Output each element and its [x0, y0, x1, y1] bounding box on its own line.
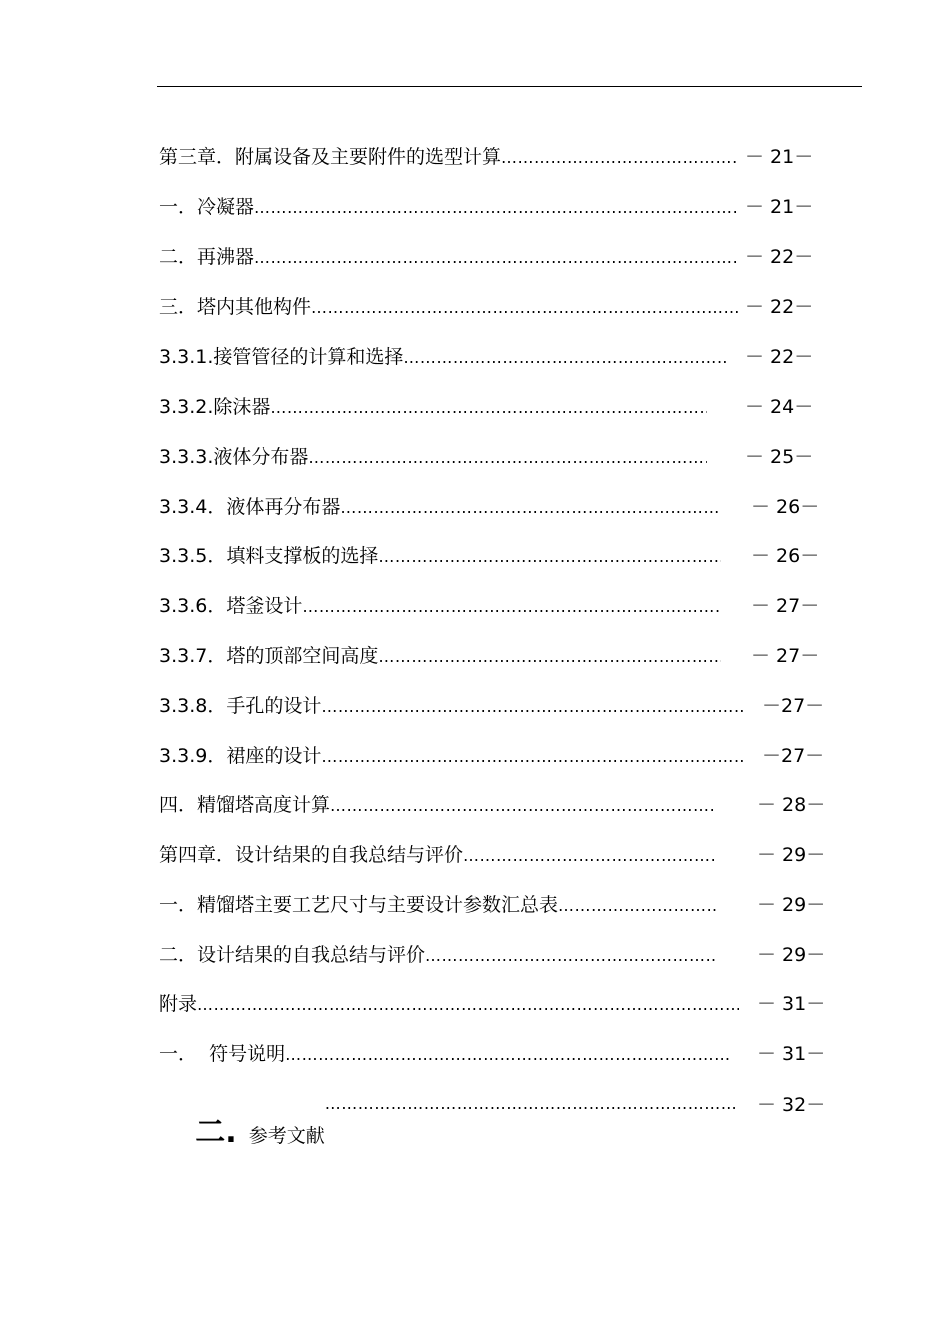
toc-leader-dots: [302, 592, 721, 622]
toc-entry-page: － 26－: [751, 496, 820, 518]
toc-entry[interactable]: [159, 741, 744, 771]
toc-entry-page: － 22－: [745, 296, 814, 318]
toc-entry-title-prefix: 3.3.9．裙: [159, 745, 246, 767]
toc-entry[interactable]: [159, 292, 739, 322]
toc-entry-page: － 29－: [757, 844, 826, 866]
toc-leader-dots: [501, 143, 739, 173]
toc-entry-title: 3.3.8．手孔的设计: [159, 695, 322, 717]
toc-entry[interactable]: [159, 442, 707, 472]
toc-leader-dots: [425, 941, 716, 971]
toc-entry-title: 3.3.4．液体再分布器: [159, 496, 341, 518]
toc-entry-title: 3.3.1.接管管径的计算和选择: [159, 346, 404, 368]
toc-leader-dots: [285, 1040, 729, 1070]
toc-leader-dots: [321, 692, 744, 722]
toc-entry[interactable]: [159, 840, 716, 870]
toc-entry-title: 3.3.3.液体分布器: [159, 446, 309, 468]
toc-entry[interactable]: [159, 790, 716, 820]
toc-entry-page: － 29－: [757, 894, 826, 916]
toc-entry[interactable]: [159, 1039, 729, 1069]
toc-entry-title: 二．再沸器: [159, 246, 255, 268]
toc-entry-title: 三．塔内其他构件: [159, 296, 312, 318]
toc-entry-title: [159, 741, 321, 771]
header-rule: [157, 86, 862, 87]
toc-entry-page: － 32－: [757, 1094, 826, 1116]
toc-entry[interactable]: [159, 890, 716, 920]
toc-leader-dots: [558, 891, 716, 921]
toc-entry[interactable]: [159, 392, 707, 422]
toc-entry-page: －27－: [762, 745, 825, 767]
toc-entry-page: － 31－: [757, 1043, 826, 1065]
toc-entry-page: － 27－: [751, 595, 820, 617]
toc-entry[interactable]: [159, 541, 721, 571]
toc-leader-dots: [378, 542, 721, 572]
toc-entry-page: － 22－: [745, 246, 814, 268]
toc-leader-dots: [270, 393, 707, 423]
toc-entry-page: － 22－: [745, 346, 814, 368]
toc-entry-page: － 27－: [751, 645, 820, 667]
toc-entry-page: －27－: [762, 695, 825, 717]
toc-entry[interactable]: [159, 342, 727, 372]
toc-entry[interactable]: [159, 242, 739, 272]
toc-entry[interactable]: [159, 641, 721, 671]
toc-entry-title: 3.3.6．塔釜设计: [159, 595, 303, 617]
toc-leader-dots: [321, 742, 744, 772]
toc-leader-dots: [463, 841, 716, 871]
toc-entry-title: 3.3.7．塔的顶部空间高度: [159, 645, 379, 667]
toc-entry[interactable]: [159, 989, 739, 1019]
toc-entry-page: － 31－: [757, 993, 826, 1015]
toc-entry[interactable]: [159, 142, 739, 172]
toc-entry-title: 第四章．设计结果的自我总结与评价: [159, 844, 464, 866]
toc-entry-title: 一． 符号说明: [159, 1043, 286, 1065]
toc-entry-title-suffix: 参考文献: [236, 1125, 325, 1147]
toc-entry-title: 一．精馏塔主要工艺尺寸与主要设计参数汇总表: [159, 894, 559, 916]
toc-entry[interactable]: [159, 691, 744, 721]
toc-entry-title-suffix: 座的设计: [245, 745, 322, 767]
toc-entry[interactable]: [159, 940, 716, 970]
toc-entry-title: 二．设计结果的自我总结与评价: [159, 944, 426, 966]
toc-entry-page: － 29－: [757, 944, 826, 966]
toc-entry-title: 3.3.5．填料支撑板的选择: [159, 545, 379, 567]
toc-entry-page: － 21－: [745, 146, 814, 168]
toc-entry-title: [159, 1088, 325, 1181]
toc-leader-dots: [311, 293, 739, 323]
toc-entry[interactable]: [159, 492, 721, 522]
toc-entry-page: － 21－: [745, 196, 814, 218]
toc-entry[interactable]: [159, 1088, 739, 1150]
toc-leader-dots: [254, 193, 739, 223]
toc-entry-page: － 25－: [745, 446, 814, 468]
toc-entry-title: 附录: [159, 993, 198, 1015]
toc-entry[interactable]: [159, 591, 721, 621]
toc-entry-page: － 28－: [757, 794, 826, 816]
toc-leader-dots: [378, 642, 721, 672]
toc-leader-dots: [330, 791, 716, 821]
toc-entry-title-prefix: 二.: [195, 1115, 237, 1150]
toc-entry-title: 第三章．附属设备及主要附件的选型计算: [159, 146, 502, 168]
toc-entry-title: 3.3.2.除沫器: [159, 396, 271, 418]
toc-entry-title: 四．精馏塔高度计算: [159, 794, 331, 816]
toc-leader-dots: [325, 1089, 739, 1119]
toc-leader-dots: [197, 990, 739, 1020]
toc-leader-dots: [340, 493, 721, 523]
toc-entry-page: － 26－: [751, 545, 820, 567]
toc-leader-dots: [403, 343, 727, 373]
toc-entry-page: － 24－: [745, 396, 814, 418]
toc-entry-title: 一．冷凝器: [159, 196, 255, 218]
toc-leader-dots: [308, 443, 707, 473]
toc-leader-dots: [254, 243, 739, 273]
toc-entry[interactable]: [159, 192, 739, 222]
